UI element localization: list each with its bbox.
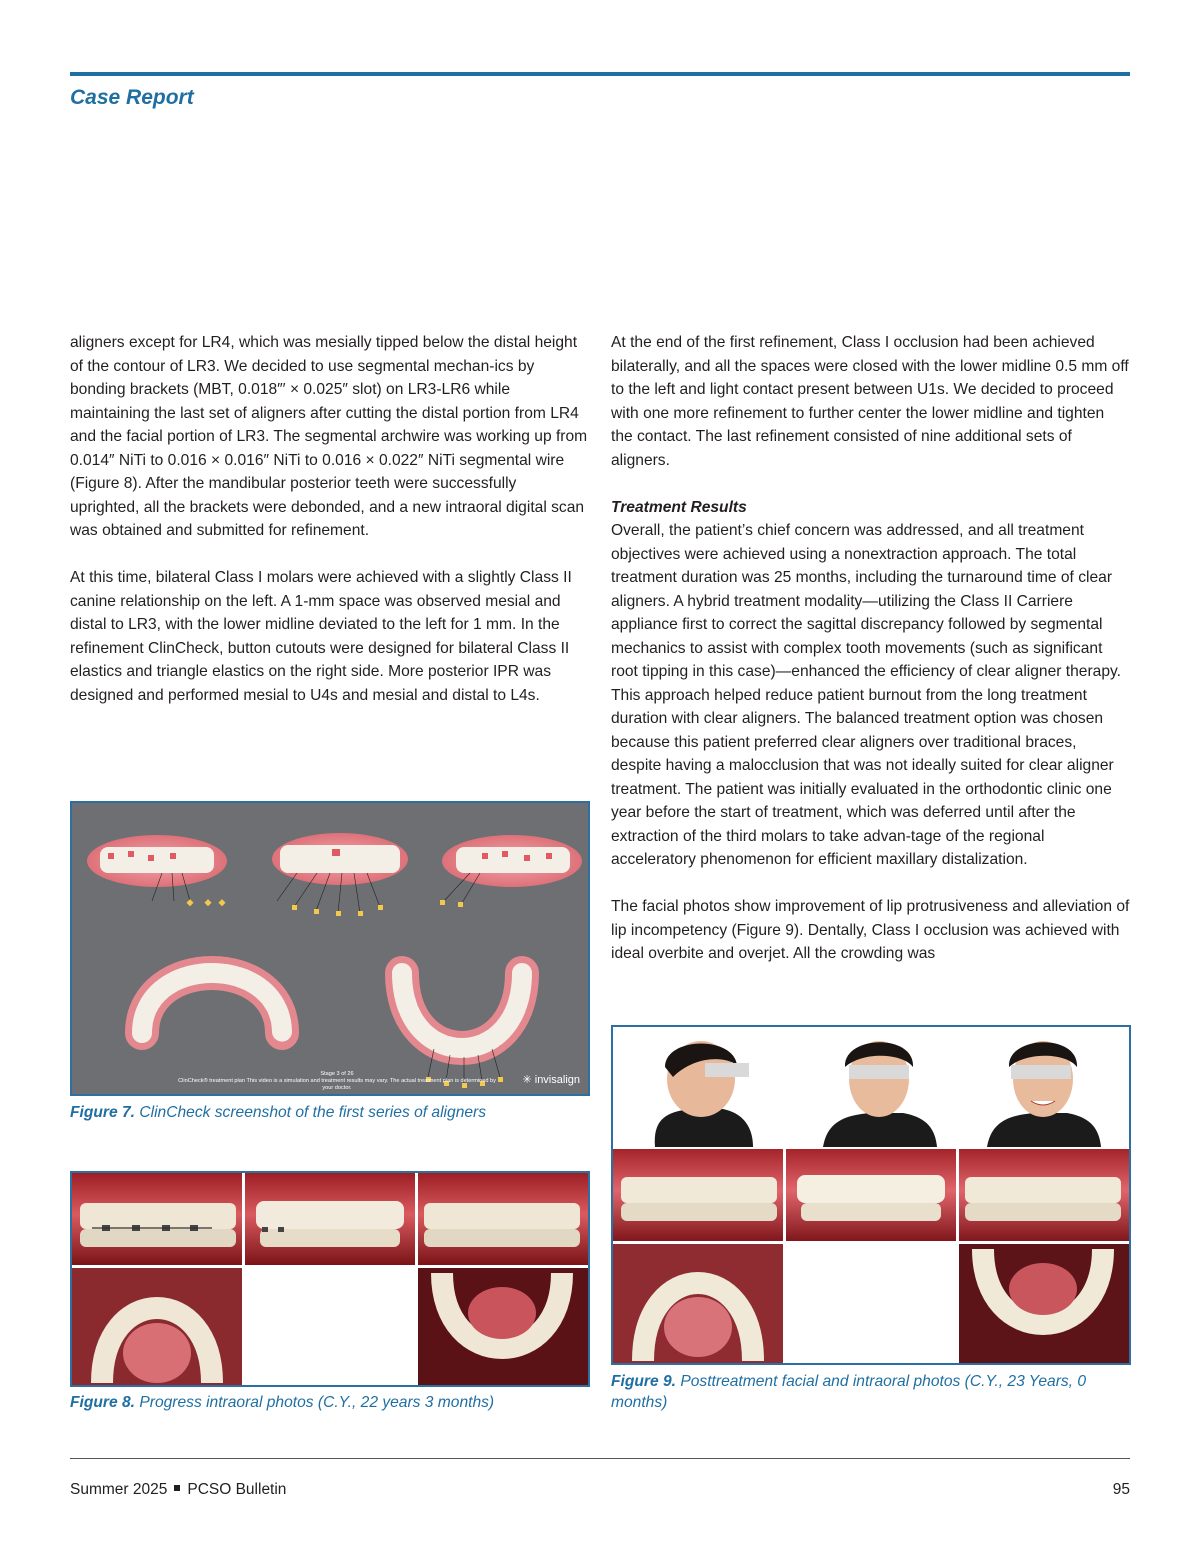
clincheck-stage-text <box>172 1071 502 1092</box>
plan-disclaimer: ClinCheck® treatment plan This video is a simulation and treatment results may vary. The actual treatment plan is determined by your doctor. <box>178 1078 496 1091</box>
posttreatment-mandibular-occlusal <box>959 1244 1129 1363</box>
figure-8-caption <box>70 1392 590 1413</box>
posttreatment-right-buccal <box>613 1149 783 1241</box>
posttreatment-maxillary-occlusal <box>613 1244 783 1363</box>
figure-label: Figure 9. <box>611 1373 676 1390</box>
figure-caption-text: Progress intraoral photos (C.Y., 22 years 3 months) <box>139 1394 495 1411</box>
right-column <box>611 331 1130 966</box>
figure-7-caption <box>70 1102 590 1123</box>
figure-7-clincheck-screenshot <box>70 801 590 1096</box>
body-paragraph: aligners except for LR4, which was mesially tipped below the distal height of the contour of LR3. We decided to use segmental mechan-ics by bonding brackets (MBT, 0.018″′ × 0.025″ slot) on LR3-LR6 while maintaining the last set of aligners after cutting the distal portion from LR4 and the facial portion of LR3. The segmental archwire was working up from 0.014″ NiTi to 0.016 × 0.016″ NiTi to 0.016 × 0.022″ NiTi segmental wire (Figure 8). After the mandibular posterior teeth were successfully uprighted, all the brackets were debonded, and a new intraoral digital scan was obtained and submitted for refinement. <box>70 334 588 539</box>
figure-9-posttreatment-photos <box>611 1025 1131 1365</box>
figure-caption-text: ClinCheck screenshot of the first series of aligners <box>139 1104 487 1121</box>
page-number: 95 <box>1112 1481 1130 1498</box>
section-label: Case Report <box>70 86 194 109</box>
body-paragraph: Overall, the patient’s chief concern was addressed, and all treatment objectives were achieved using a nonextraction approach. The total treatment duration was 25 months, including the turnaround time of clear aligners. A hybrid treatment modality—utilizing the Class II Carriere appliance first to correct the sagittal discrepancy followed by segmental mechanics to assist with complex tooth movements (such as significant root tipping in this case)—enhanced the efficiency of clear aligner therapy. This approach helped reduce patient burnout from the long treatment duration with clear aligners. The balanced treatment option was chosen because this patient preferred clear aligners over traditional braces, despite having a malocclusion that was not ideally suited for clear aligner treatment. The patient was initially evaluated in the orthodontic clinic one year before the start of treatment, which was deferred until after the extraction of the third molars to take advan-tage of the regional acceleratory phenomenon for efficient maxillary distalization. <box>611 522 1121 868</box>
body-paragraph: The facial photos show improvement of lip protrusiveness and alleviation of lip incompetency (Figure 9). Dentally, Class I occlusion was achieved with ideal overbite and overjet. All the crowding was <box>611 898 1130 962</box>
figure-label: Figure 7. <box>70 1104 135 1121</box>
intraoral-photo-grid <box>72 1173 588 1385</box>
intraoral-frontal <box>245 1173 415 1265</box>
empty-panel <box>786 1244 956 1363</box>
figure-label: Figure 8. <box>70 1394 135 1411</box>
eye-mask <box>705 1063 749 1077</box>
intraoral-mandibular-occlusal <box>418 1268 588 1385</box>
figure-8-intraoral-photos <box>70 1171 590 1387</box>
intraoral-left-buccal <box>418 1173 588 1265</box>
stage-indicator: Stage 3 of 26 <box>320 1071 354 1077</box>
body-paragraph: At the end of the first refinement, Class I occlusion had been achieved bilaterally, and all the spaces were closed with the lower midline 0.5 mm off to the left and light contact present between U1s. We decided to proceed with one more refinement to further center the lower midline and tighten the contact. The last refinement consisted of nine additional sets of aligners. <box>611 334 1129 469</box>
posttreatment-photo-grid <box>613 1027 1129 1363</box>
eye-mask <box>849 1065 909 1079</box>
invisalign-logo: ✳ invisalign <box>522 1074 580 1086</box>
footer-publication <box>70 1481 286 1499</box>
section-subheading: Treatment Results <box>611 498 747 516</box>
clincheck-teeth-illustration <box>72 803 588 1094</box>
figure-caption-text: Posttreatment facial and intraoral photos (C.Y., 23 Years, 0 months) <box>611 1373 1087 1411</box>
figure-9-caption <box>611 1371 1111 1413</box>
issue-label: Summer 2025 <box>70 1481 168 1498</box>
posttreatment-left-buccal <box>959 1149 1129 1241</box>
intraoral-maxillary-occlusal <box>72 1268 242 1385</box>
body-paragraph: At this time, bilateral Class I molars were achieved with a slightly Class II canine relationship on the left. A 1-mm space was observed mesial and distal to LR3, with the lower midline deviated to the left for 1 mm. In the refinement ClinCheck, button cutouts were designed for bilateral Class II elastics and triangle elastics on the right side. More posterior IPR was designed and performed mesial to U4s and mesial and distal to L4s. <box>70 569 572 704</box>
posttreatment-frontal <box>786 1149 956 1241</box>
eye-mask <box>1011 1065 1071 1079</box>
top-rule <box>70 72 1130 76</box>
left-column <box>70 331 590 707</box>
empty-panel <box>245 1268 415 1385</box>
footer-rule <box>70 1458 1130 1459</box>
publication-name: PCSO Bulletin <box>187 1481 287 1498</box>
brand-name: invisalign <box>534 1074 580 1086</box>
intraoral-right-buccal <box>72 1173 242 1265</box>
separator-square-icon <box>174 1485 180 1491</box>
